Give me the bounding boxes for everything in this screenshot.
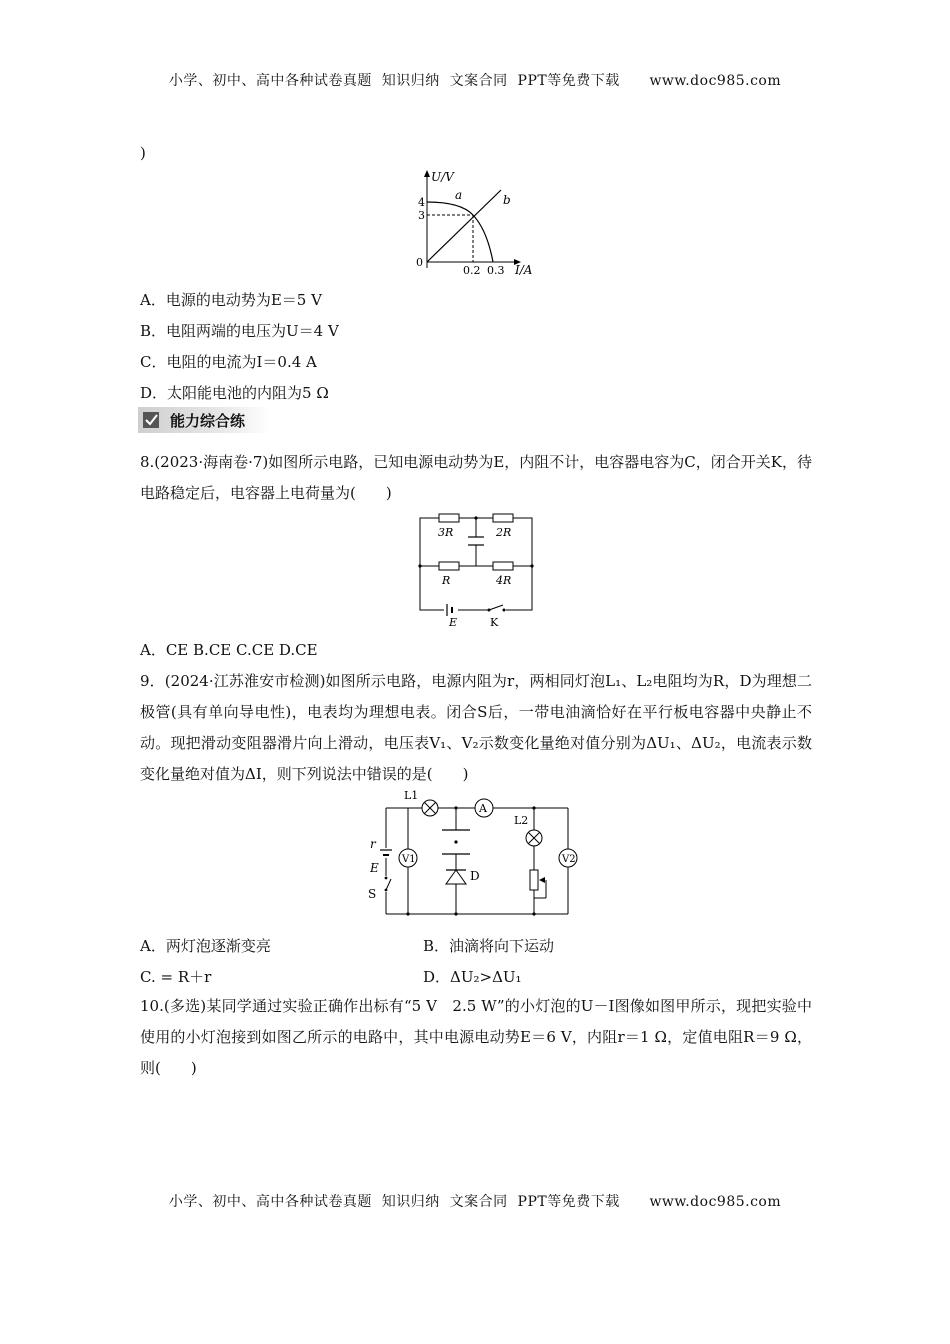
- label-v2: V2: [562, 854, 576, 865]
- page-footer: 小学、初中、高中各种试卷真题 知识归纳 文案合同 PPT等免费下载 www.doc985.com: [168, 1194, 782, 1210]
- q7-option-d: D．太阳能电池的内阻为5 Ω: [140, 384, 329, 402]
- y-axis-label: U/V: [431, 170, 454, 184]
- q7-option-a: A．电源的电动势为E＝5 V: [140, 291, 322, 309]
- label-r: R: [442, 574, 451, 587]
- q7-option-b: B．电阻两端的电压为U＝4 V: [140, 322, 339, 340]
- q7-option-c: C．电阻的电流为I＝0.4 A: [140, 353, 317, 371]
- resistor-3r: [439, 514, 459, 522]
- tick-x03: 0.3: [487, 264, 505, 277]
- label-4r: 4R: [496, 574, 512, 587]
- curve-a-label: a: [455, 188, 463, 202]
- q7-fragment: ): [140, 144, 146, 162]
- section-title: 能力综合练: [170, 412, 246, 430]
- curve-b-label: b: [503, 193, 511, 207]
- label-e: E: [370, 861, 379, 875]
- label-k: K: [490, 616, 499, 629]
- checkmark-icon: [142, 411, 160, 429]
- q9-stem: 9．(2024·江苏淮安市检测)如图所示电路，电源内阻为r，两相同灯泡L₁、L₂电阻均为R，D为理想二极管(具有单向导电性)，电表均为理想电表。闭合S后，一带电油滴恰好在平行板电容器中央静止不动。现把滑动变阻器滑片向上滑动，电压表V₁、V₂示数变化量绝对值分别为ΔU₁、ΔU₂，电流表示数变化量绝对值为ΔI，则下列说法中错误的是( ): [140, 672, 812, 783]
- q9-option-c: C. = R＋r: [140, 968, 212, 986]
- label-2r: 2R: [496, 526, 512, 539]
- label-l2: L2: [514, 814, 529, 827]
- x-axis-label: I/A: [515, 263, 533, 277]
- page-header: 小学、初中、高中各种试卷真题 知识归纳 文案合同 PPT等免费下载 www.doc985.com: [168, 73, 782, 89]
- label-l1: L1: [404, 789, 419, 802]
- label-v1: V1: [402, 854, 416, 865]
- diode-triangle: [446, 870, 466, 884]
- label-r: r: [370, 837, 376, 851]
- q9-option-a: A．两灯泡逐渐变亮: [140, 937, 271, 955]
- q9-option-d: D．ΔU₂>ΔU₁: [423, 968, 522, 986]
- resistor-r: [439, 562, 459, 570]
- y-arrow: [424, 170, 430, 177]
- label-ammeter: A: [479, 802, 487, 815]
- q8-circuit: [414, 512, 538, 630]
- q7-ui-graph: [405, 168, 545, 278]
- label-d: D: [470, 869, 480, 883]
- tick-x02: 0.2: [463, 264, 481, 277]
- q8-stem: 8.(2023·海南卷·7)如图所示电路，已知电源电动势为E，内阻不计，电容器电容为C，闭合开关K，待电路稳定后，电容器上电荷量为( ): [140, 453, 812, 502]
- tick-y3: 3: [418, 209, 425, 222]
- q10-stem: 10.(多选)某同学通过实验正确作出标有“5 V 2.5 W”的小灯泡的U－I图像如图甲所示，现把实验中使用的小灯泡接到如图乙所示的电路中，其中电源电动势E＝6 V，内阻r＝1 Ω，定值电阻R＝9 Ω，则( ): [140, 997, 812, 1077]
- label-3r: 3R: [438, 526, 454, 539]
- tick-y4: 4: [418, 196, 425, 209]
- section-banner: [138, 407, 270, 433]
- oil-drop: [454, 840, 457, 843]
- label-e: E: [449, 616, 458, 629]
- q8-options: A．CE B.CE C.CE D.CE: [140, 641, 318, 659]
- q9-circuit: [360, 786, 580, 918]
- resistor-2r: [493, 514, 513, 522]
- resistor-4r: [493, 562, 513, 570]
- origin-label: 0: [416, 256, 423, 269]
- q9-option-b: B．油滴将向下运动: [423, 937, 555, 955]
- rheostat: [530, 870, 538, 890]
- line-b: [427, 190, 501, 262]
- label-s: S: [368, 887, 377, 901]
